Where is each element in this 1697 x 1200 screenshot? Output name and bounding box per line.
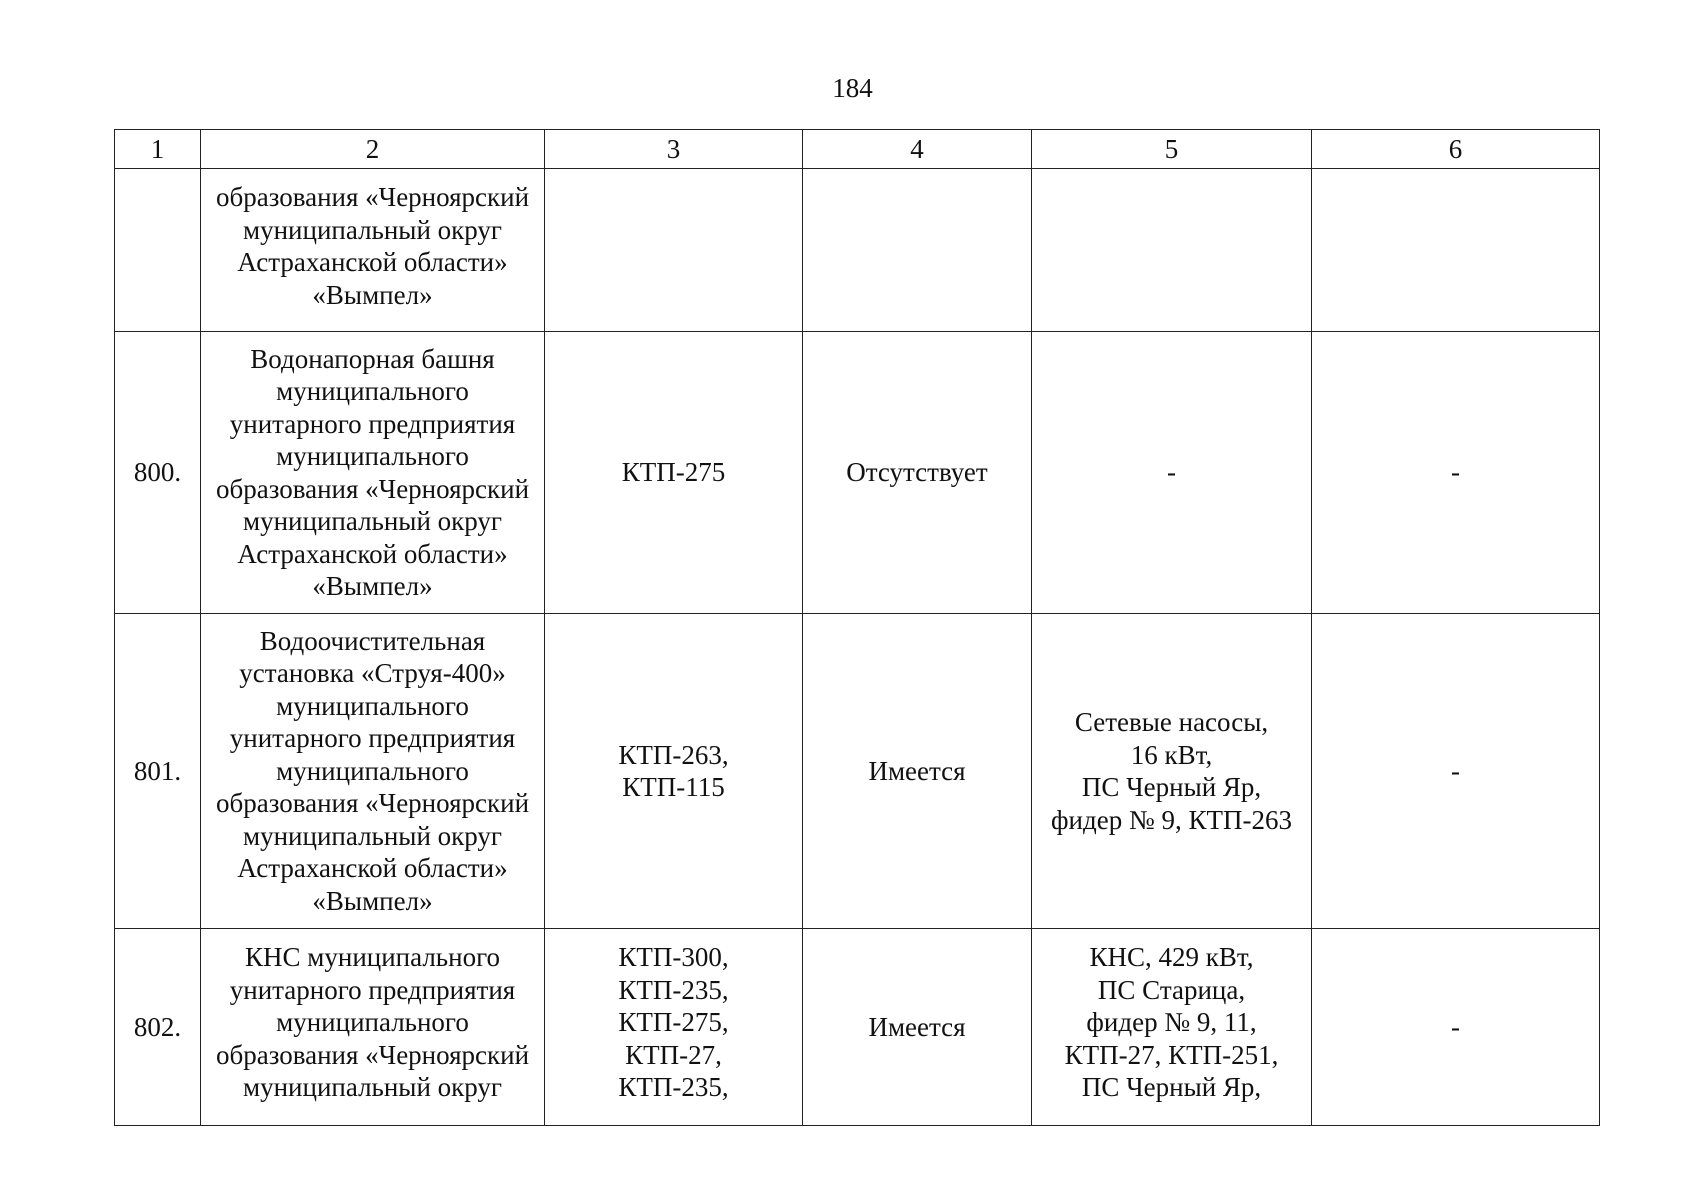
substation-cell: КТП-275: [545, 332, 803, 614]
availability-cell: Имеется: [803, 614, 1032, 929]
column-header: 5: [1032, 130, 1312, 169]
object-name-cell: Водонапорная башня муниципального унитарного предприятия муниципального образования «Черноярский муниципальный округ Астраханской области» «Вымпел»: [201, 332, 545, 614]
row-number-cell: 802.: [115, 929, 201, 1126]
column-6-cell: -: [1312, 929, 1600, 1126]
column-header: 1: [115, 130, 201, 169]
details-cell: КНС, 429 кВт, ПС Старица, фидер № 9, 11, КТП-27, КТП-251, ПС Черный Яр,: [1032, 929, 1312, 1126]
substation-cell: [545, 169, 803, 332]
column-header: 4: [803, 130, 1032, 169]
details-cell: [1032, 169, 1312, 332]
table-header-row: [115, 130, 1600, 169]
table-row: [115, 614, 1600, 929]
table-row: [115, 169, 1600, 332]
column-header: 3: [545, 130, 803, 169]
availability-cell: Отсутствует: [803, 332, 1032, 614]
substation-cell: КТП-263, КТП-115: [545, 614, 803, 929]
row-number-cell: [115, 169, 201, 332]
column-header: 6: [1312, 130, 1600, 169]
column-header: 2: [201, 130, 545, 169]
column-6-cell: -: [1312, 332, 1600, 614]
substation-cell: КТП-300, КТП-235, КТП-275, КТП-27, КТП-235,: [545, 929, 803, 1126]
page-number: 184: [832, 73, 873, 103]
table-row: [115, 332, 1600, 614]
row-number-cell: 801.: [115, 614, 201, 929]
row-number-cell: 800.: [115, 332, 201, 614]
object-name-cell: образования «Черноярский муниципальный округ Астраханской области» «Вымпел»: [201, 169, 545, 332]
details-cell: -: [1032, 332, 1312, 614]
object-name-cell: Водоочистительная установка «Струя-400» муниципального унитарного предприятия муниципального образования «Черноярский муниципальный округ Астраханской области» «Вымпел»: [201, 614, 545, 929]
column-6-cell: [1312, 169, 1600, 332]
column-6-cell: -: [1312, 614, 1600, 929]
availability-cell: Имеется: [803, 929, 1032, 1126]
details-cell: Сетевые насосы, 16 кВт, ПС Черный Яр, фидер № 9, КТП-263: [1032, 614, 1312, 929]
object-name-cell: КНС муниципального унитарного предприятия муниципального образования «Черноярский муниципальный округ: [201, 929, 545, 1126]
data-table: [114, 129, 1600, 1126]
availability-cell: [803, 169, 1032, 332]
table-row: [115, 929, 1600, 1126]
